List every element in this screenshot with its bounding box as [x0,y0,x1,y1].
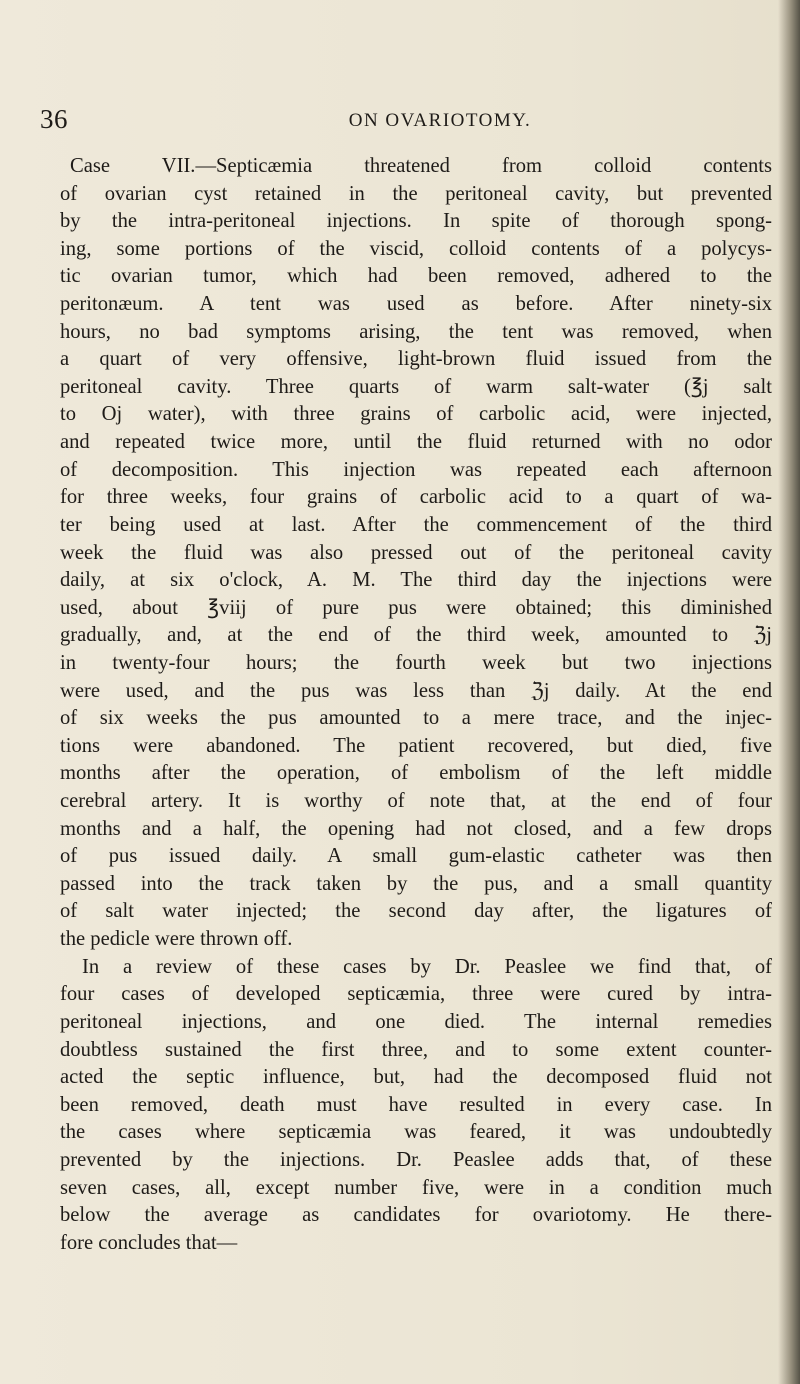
text-line: been removed, death must have resulted in every case. In [60,1093,772,1116]
text-line: by the intra-peritoneal injections. In spite of thorough spong- [60,210,772,233]
text-line: passed into the track taken by the pus, and a small quantity [60,872,772,895]
page-edge-shadow [778,0,800,1384]
text-line: used, about ℥viij of pure pus were obtained; this diminished [60,596,772,619]
text-line: below the average as candidates for ovariotomy. He there- [60,1204,772,1227]
text-line: peritoneal injections, and one died. The internal remedies [60,1010,772,1033]
text-line: to Oj water), with three grains of carbolic acid, were injected, [60,403,772,426]
text-line: hours, no bad symptoms arising, the tent was removed, when [60,320,772,343]
text-line: and repeated twice more, until the fluid returned with no odor [60,431,772,454]
page-number: 36 [40,104,68,134]
text-line: tic ovarian tumor, which had been removed, adhered to the [60,265,772,288]
page-header [0,102,800,138]
text-line: a quart of very offensive, light-brown fluid issued from the [60,348,772,371]
text-line: in twenty-four hours; the fourth week but two injections [60,651,772,674]
text-line: four cases of developed septicæmia, three were cured by intra- [60,983,772,1006]
text-line: acted the septic influence, but, had the decomposed fluid not [60,1066,772,1089]
text-line: seven cases, all, except number five, were in a condition much [60,1176,772,1199]
text-line: of six weeks the pus amounted to a mere trace, and the injec- [60,707,772,730]
text-line: the pedicle were thrown off. [60,928,293,951]
text-line: In a review of these cases by Dr. Peaslee we find that, of [82,955,772,978]
text-line: of ovarian cyst retained in the peritoneal cavity, but prevented [60,182,772,205]
text-line: ter being used at last. After the commencement of the third [60,513,772,536]
text-line: of salt water injected; the second day after, the ligatures of [60,900,772,923]
text-line: peritoneal cavity. Three quarts of warm salt-water (℥j salt [60,375,772,398]
text-line: of pus issued daily. A small gum-elastic catheter was then [60,845,772,868]
text-line: of decomposition. This injection was repeated each afternoon [60,458,772,481]
text-line: peritonæum. A tent was used as before. After ninety-six [60,293,772,316]
text-line: ing, some portions of the viscid, colloid contents of a polycys- [60,237,772,260]
text-line: daily, at six o'clock, A. M. The third day the injections were [60,569,772,592]
text-line: fore concludes that— [60,1231,238,1254]
body-text [60,153,772,1257]
text-line: cerebral artery. It is worthy of note that, at the end of four [60,790,772,813]
text-line: week the fluid was also pressed out of the peritoneal cavity [60,541,772,564]
text-line: tions were abandoned. The patient recovered, but died, five [60,734,772,757]
text-line: for three weeks, four grains of carbolic acid to a quart of wa- [60,486,772,509]
running-head: ON OVARIOTOMY. [348,110,532,131]
text-line: months after the operation, of embolism of the left middle [60,762,772,785]
text-line: the cases where septicæmia was feared, it was undoubtedly [60,1121,772,1144]
text-line: Case VII.—Septicæmia threatened from colloid contents [70,155,772,177]
text-line: doubtless sustained the first three, and to some extent counter- [60,1038,772,1061]
text-line: were used, and the pus was less than ℨj daily. At the end [60,679,772,702]
text-line: prevented by the injections. Dr. Peaslee adds that, of these [60,1148,772,1171]
text-line: months and a half, the opening had not closed, and a few drops [60,817,772,840]
text-line: gradually, and, at the end of the third week, amounted to ℨj [60,624,772,647]
